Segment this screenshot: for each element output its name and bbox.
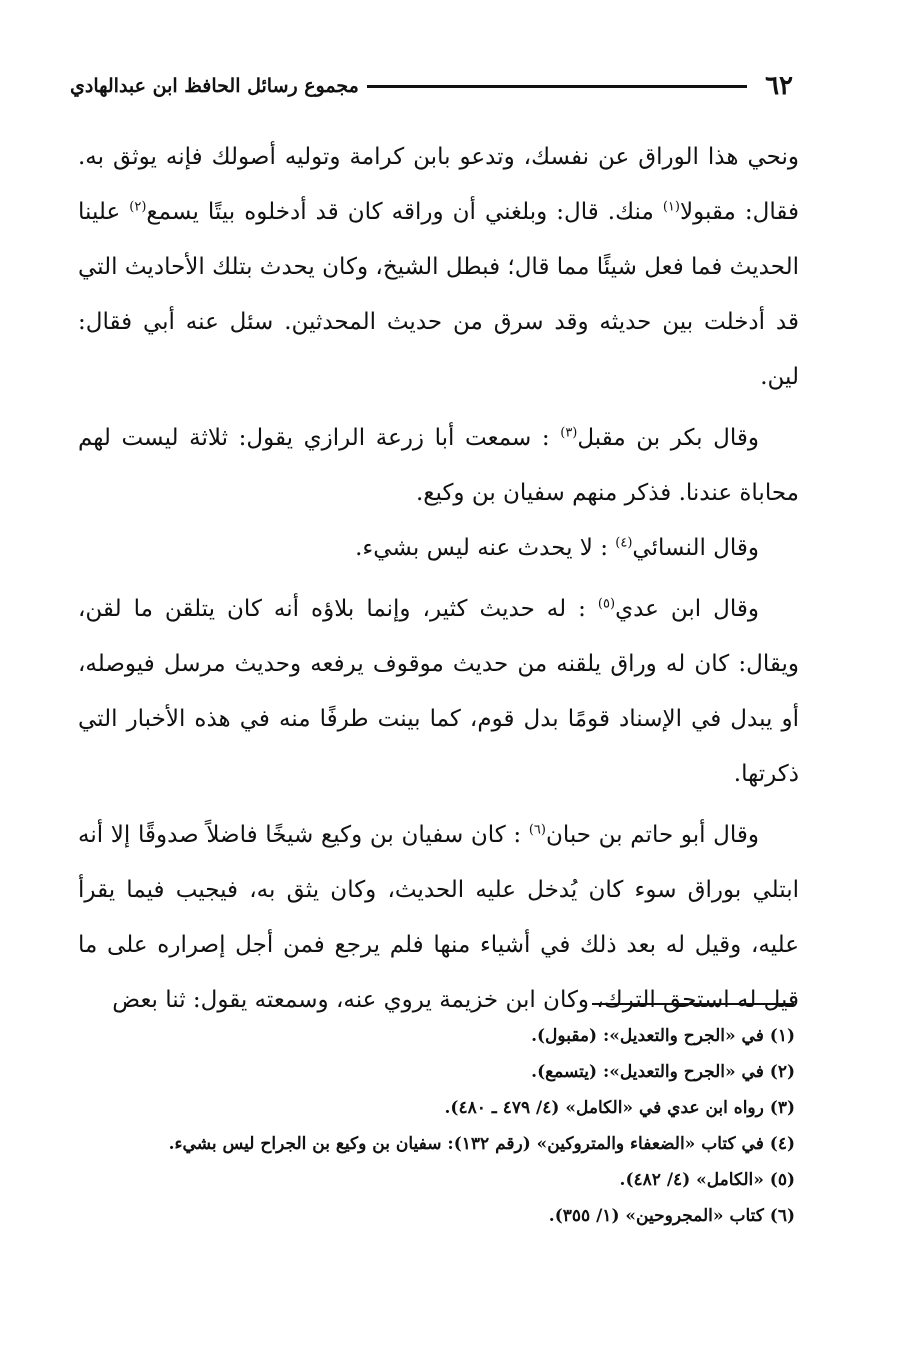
paragraph-text: وقال ابن عدي <box>615 596 760 622</box>
paragraph-text: ونحي هذا الوراق عن نفسك، وتدعو بابن كرامة وتوليه أصولك فإنه يوثق به. فقال: مقبولا <box>78 144 799 225</box>
main-text <box>78 130 799 1028</box>
footnote-5: (٥) «الكامل» (٤/ ٤٨٢). <box>619 1170 795 1190</box>
footnote-3: (٣) رواه ابن عدي في «الكامل» (٤/ ٤٧٩ ـ ٤٨٠). <box>444 1098 795 1118</box>
footnote-ref: (٤) <box>615 535 633 551</box>
footnote-4: (٤) في كتاب «الضعفاء والمتروكين» (رقم ١٣٢): سفيان بن وكيع بن الجراح ليس بشيء. <box>168 1134 795 1154</box>
paragraph-text: وقال النسائي <box>632 535 759 561</box>
running-header <box>70 66 793 106</box>
running-title: مجموع رسائل الحافظ ابن عبدالهادي <box>70 75 359 97</box>
paragraph-text: علينا الحديث فما فعل شيئًا مما قال؛ فبطل الشيخ، وكان يحدث بتلك الأحاديث التي قد أدخلت بين حديثه وقد سرق من حديث المحدثين. سئل عنه أبي فقال: لين. <box>78 199 799 390</box>
paragraph-1 <box>78 130 799 405</box>
footnote-1: (١) في «الجرح والتعديل»: (مقبول). <box>531 1026 795 1046</box>
footnote-6: (٦) كتاب «المجروحين» (١/ ٣٥٥). <box>548 1206 795 1226</box>
paragraph-text: : سمعت أبا زرعة الرازي يقول: ثلاثة ليست لهم محاباة عندنا. فذكر منهم سفيان بن وكيع. <box>78 425 799 506</box>
paragraph-text: : لا يحدث عنه ليس بشيء. <box>355 535 616 561</box>
footnote-ref: (٣) <box>560 425 578 441</box>
paragraph-text: : له حديث كثير، وإنما بلاؤه أنه كان يتلقن ما لقن، ويقال: كان له وراق يلقنه من حديث موقوف يرفعه وحديث مرسل فيوصله، أو يبدل في الإسناد قومًا بدل قوم، كما بينت طرفًا منه في هذه الأخبار التي ذكرتها. <box>78 596 799 787</box>
footnote-ref: (٥) <box>597 596 616 612</box>
footnote-ref: (٦) <box>528 822 546 838</box>
paragraph-5 <box>78 808 799 1028</box>
footnotes <box>90 1018 795 1234</box>
footnote-separator <box>592 1003 794 1005</box>
page-number: ٦٢ <box>765 71 793 101</box>
header-rule <box>367 85 747 88</box>
paragraph-4 <box>78 582 799 802</box>
paragraph-text: منك. قال: وبلغني أن وراقه كان قد أدخلوه بيتًا يسمع <box>146 199 663 225</box>
paragraph-2 <box>78 411 799 521</box>
footnote-2: (٢) في «الجرح والتعديل»: (يتسمع). <box>531 1062 795 1082</box>
footnote-ref: (٢) <box>129 199 147 215</box>
footnote-ref: (١) <box>662 199 680 215</box>
paragraph-text: وقال أبو حاتم بن حبان <box>545 822 760 848</box>
paragraph-3 <box>78 521 799 576</box>
paragraph-text: وقال بكر بن مقبل <box>577 425 760 451</box>
paragraph-text: : كان سفيان بن وكيع شيخًا فاضلاً صدوقًا إلا أنه ابتلي بوراق سوء كان يُدخل عليه الحديث، وكان يثق به، فيجيب فيما يقرأ عليه، وقيل له بعد ذلك في أشياء منها فلم يرجع فمن أجل إصراره على ما قيل له استحق الترك، وكان ابن خزيمة يروي عنه، وسمعته يقول: ثنا بعض <box>78 822 799 1013</box>
